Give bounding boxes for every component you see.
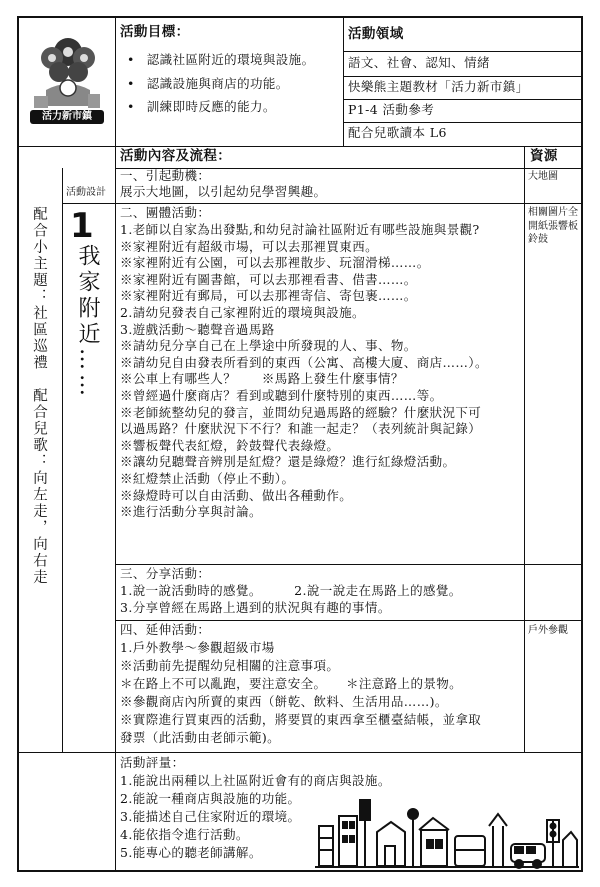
evaluation-line: 5.能專心的聽老師講解。 [120,845,262,860]
group-line: ※進行活動分享與討論。 [120,504,262,520]
group-line: ※老師統整幼兒的發言，並問幼兒過馬路的經驗？什麼狀況下可 [120,404,482,420]
grid-line [62,168,63,752]
group-line: ※家裡附近有超級市場，可以去那裡買東西。 [120,238,379,254]
street-illustration [315,796,579,870]
grid-line [17,752,583,753]
extend-line: 1.戶外教學～參觀超級市場 [120,640,275,655]
evaluation-line: 1.能說出兩種以上社區附近會有的商店與設施。 [120,773,391,788]
grid-line [115,620,583,621]
grid-line [17,146,583,147]
grid-line [524,146,525,752]
street-scene-icon [315,796,579,870]
grid-line [343,16,344,146]
domain-line: 配合兒歌讀本 L6 [348,125,447,140]
group-line: ※綠燈時可以自由活動、做出各種動作。 [120,487,353,503]
resources-heading: 資源 [530,148,558,164]
evaluation-heading: 活動評量： [120,755,185,770]
extend-line: ※實際進行買東西的活動，將要買的東西拿至櫃臺結帳，並拿取 [120,712,482,727]
intro-resource: 大地圖 [528,171,558,182]
extend-line: ＊在路上不可以亂跑，要注意安全。 ＊注意路上的景物。 [120,676,463,691]
group-line: ※曾經過什麼商店？看到或聽到什麼特別的東西……等。 [120,387,443,403]
domain-line: 快樂熊主題教材「活力新市鎮」 [348,79,529,94]
evaluation-line: 4.能依指令進行活動。 [120,827,249,842]
group-line: ※請幼兒自由發表所看到的東西（公寓、高樓大廈、商店……）。 [120,354,488,370]
evaluation-line: 2.能說一種商店與設施的功能。 [120,791,301,806]
extend-line: ※參觀商店內所賣的東西（餅乾、飲料、生活用品……)。 [120,694,448,709]
design-label: 活動設計 [66,187,106,198]
extend-line: 發票（此活動由老師示範)。 [120,730,281,745]
group-line: ※公車上有哪些人？ ※馬路上發生什麼事情？ [120,371,404,387]
content-title: 活動內容及流程： [120,148,232,164]
intro-line: 展示大地圖，以引起幼兒學習興趣。 [120,184,327,199]
theme-vertical-text: 配合小主題：社區巡禮 配合兒歌：向左走，向右走 [31,206,47,586]
activity-title: 我家附近…… [75,244,100,400]
group-line: ※紅燈禁止活動（停止不動）。 [120,470,295,486]
share-line: 1.說一說活動時的感覺。 2.說一說走在馬路上的感覺。 [120,583,462,598]
domain-line: 語文、社會、認知、情緒 [348,55,490,70]
grid-line [343,122,583,123]
evaluation-line: 3.能描述自己住家附近的環境。 [120,809,301,824]
domain-heading: 活動領域 [348,26,404,42]
group-line: ※請幼兒分享自己在上學途中所發現的人、事、物。 [120,338,417,354]
group-line: ※家裡附近有圖書館，可以去那裡看書、借書……。 [120,271,417,287]
group-line: ※響板聲代表紅燈，鈴鼓聲代表綠燈。 [120,437,340,453]
logo [26,30,108,126]
share-line: 3.分享曾經在馬路上遇到的狀況與有趣的事情。 [120,600,391,615]
objectives-heading: 活動目標： [120,24,190,40]
group-line: 2.請幼兒發表自己家裡附近的環境與設施。 [120,304,365,320]
intro-heading: 一、引起動機： [120,168,211,183]
domain-line: P1-4 活動參考 [348,102,435,117]
share-heading: 三、分享活動： [120,566,211,581]
objective-item: • 訓練即時反應的能力。 [127,99,276,116]
group-line: ※家裡附近有公園，可以去那裡散步、玩溜滑梯……。 [120,255,430,271]
group-heading: 二、團體活動： [120,205,211,220]
grid-line [115,16,116,872]
group-activity-lines [120,222,488,521]
grid-line [343,51,583,52]
grid-line [62,203,583,204]
extend-resource: 戶外參觀 [528,625,568,636]
grid-line [115,564,583,565]
group-resource: 相關圖片全開紙張響板鈴鼓 [528,207,578,245]
logo-caption: 活力新市鎮 [30,110,104,124]
extend-heading: 四、延伸活動： [120,622,211,637]
group-line: ※讓幼兒聽聲音辨別是紅燈？還是綠燈？進行紅綠燈活動。 [120,454,456,470]
objective-item: • 認識設施與商店的功能。 [127,76,289,93]
group-line: 3.遊戲活動～聽聲音過馬路 [120,321,275,337]
extend-line: ※活動前先提醒幼兒相關的注意事項。 [120,658,340,673]
activity-number: 1 [70,206,94,246]
group-line: ※家裡附近有郵局，可以去那裡寄信、寄包裹……。 [120,288,417,304]
objective-item: • 認識社區附近的環境與設施。 [127,52,314,69]
group-line: 以過馬路？什麼狀況下不行？和誰一起走？（表列統計與記錄） [120,421,482,437]
grid-line [343,76,583,77]
grid-line [343,99,583,100]
group-line: 1.老師以自家為出發點,和幼兒討論社區附近有哪些設施與景觀? [120,222,480,237]
